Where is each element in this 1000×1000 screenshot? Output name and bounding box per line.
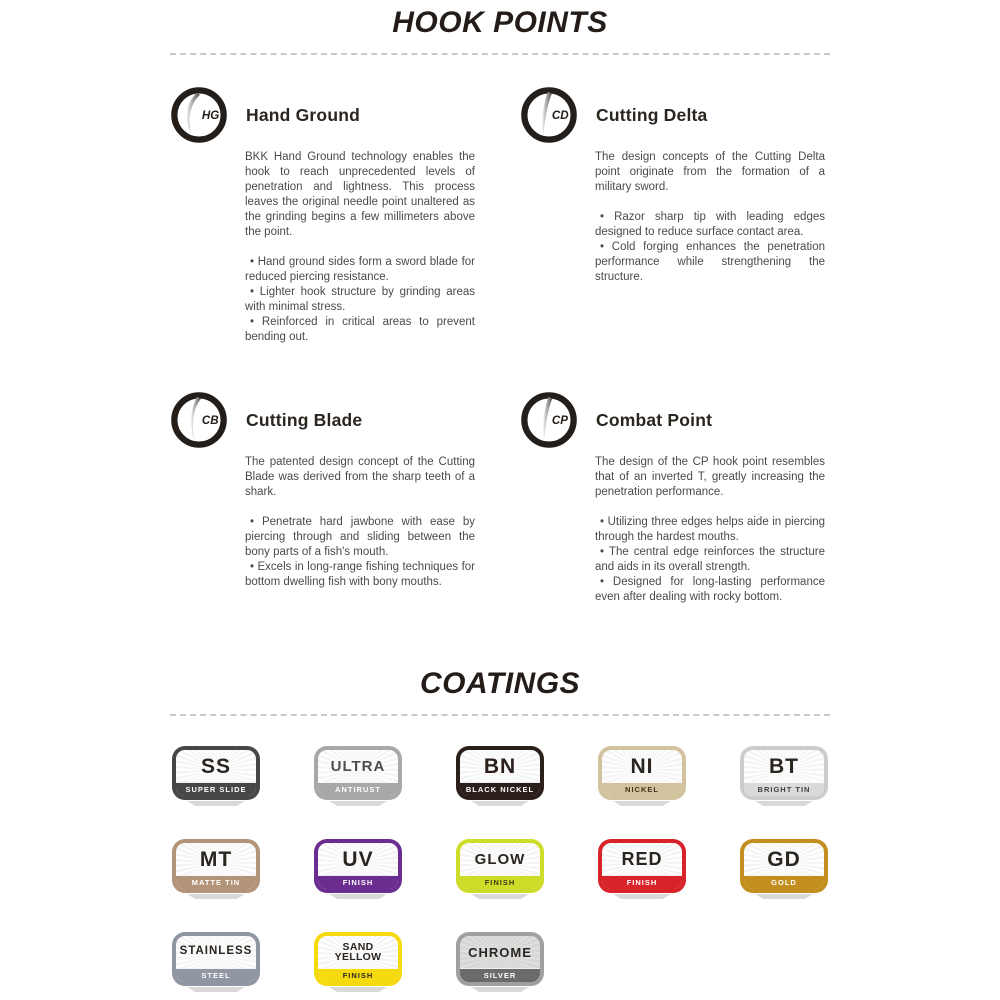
- coatings-heading: COATINGS: [419, 667, 581, 700]
- coating-badge-frame: [740, 839, 828, 893]
- coating-badge: [145, 746, 287, 806]
- hook-point-bullet: • Hand ground sides form a sword blade for reduced piercing resistance.: [245, 255, 475, 285]
- hook-point-header: [170, 86, 475, 144]
- badge-base-shadow: [329, 801, 387, 806]
- badge-base-shadow: [613, 801, 671, 806]
- starburst-background: [744, 750, 824, 782]
- badge-base-shadow: [329, 987, 387, 992]
- coating-code: UV: [342, 847, 374, 871]
- coating-badge-face: [318, 843, 398, 889]
- coating-badge: [713, 839, 855, 899]
- coating-badge-face: [602, 843, 682, 889]
- coating-label: MATTE TIN: [176, 875, 256, 889]
- hook-point-title: Hand Ground: [246, 104, 360, 125]
- coating-badge-frame: [172, 839, 260, 893]
- coating-badge-face: [318, 936, 398, 982]
- coating-badge-frame: [172, 932, 260, 986]
- coating-code: ULTRA: [330, 757, 386, 775]
- hook-point-bullet: • Excels in long-range fishing techniques for bottom dwelling fish with bony mouths.: [245, 560, 475, 590]
- hook-point-initials: CB: [201, 413, 219, 427]
- hook-point-bullet: • The central edge reinforces the structure and aids in its overall strength.: [595, 545, 825, 575]
- coating-badge: [287, 932, 429, 992]
- starburst-background: [176, 936, 256, 968]
- badge-base-shadow: [755, 801, 813, 806]
- badge-base-shadow: [471, 801, 529, 806]
- coating-badge-frame: [172, 746, 260, 800]
- coating-badge-face: [602, 750, 682, 796]
- starburst-background: [602, 843, 682, 875]
- badge-base-shadow: [471, 987, 529, 992]
- hook-point-title: Cutting Blade: [246, 409, 363, 430]
- hook-point-title: Combat Point: [596, 409, 713, 430]
- coating-code: GLOW: [474, 850, 526, 868]
- hook-point-body: [245, 455, 475, 590]
- hook-point-icon: [520, 86, 578, 144]
- starburst-background: [602, 750, 682, 782]
- badge-base-shadow: [187, 894, 245, 899]
- hook-point-bullet: • Lighter hook structure by grinding areas with minimal stress.: [245, 285, 475, 315]
- hook-point-title: Cutting Delta: [596, 104, 708, 125]
- coating-badge-frame: [456, 839, 544, 893]
- coating-badge-frame: [314, 932, 402, 986]
- hook-points-heading: HOOK POINTS: [392, 6, 608, 39]
- coating-label: SILVER: [460, 968, 540, 982]
- coating-badge-face: [744, 750, 824, 796]
- coating-code: SS: [200, 754, 231, 778]
- hook-point-bullet-list: [595, 210, 825, 285]
- coating-code: GD: [767, 847, 801, 871]
- hook-point-bullet: • Penetrate hard jawbone with ease by piercing through and sliding between the bony parts of a fish's mouth.: [245, 515, 475, 560]
- hook-point-header: [170, 391, 475, 449]
- hook-point-body: [595, 150, 825, 285]
- hook-point-icon: [170, 86, 228, 144]
- hook-point-header: [520, 391, 825, 449]
- hook-point-bullet: • Cold forging enhances the penetration performance while strengthening the structure.: [595, 240, 825, 285]
- coating-label: STEEL: [176, 968, 256, 982]
- hook-point-section: [170, 391, 475, 605]
- badge-base-shadow: [613, 894, 671, 899]
- coating-badge-face: [744, 843, 824, 889]
- starburst-background: [318, 750, 398, 782]
- coating-badge: [571, 839, 713, 899]
- coating-badge-face: [176, 936, 256, 982]
- hook-point-bullet: • Designed for long-lasting performance even after dealing with rocky bottom.: [595, 575, 825, 605]
- coating-badge-face: [460, 843, 540, 889]
- hook-point-bullet-list: [245, 515, 475, 590]
- coating-badge-frame: [598, 839, 686, 893]
- coating-badge-face: [318, 750, 398, 796]
- starburst-background: [176, 843, 256, 875]
- hook-points-grid: [170, 86, 830, 605]
- hook-point-intro: The design concepts of the Cutting Delta point originate from the formation of a military sword.: [595, 151, 825, 193]
- coating-badge-frame: [740, 746, 828, 800]
- hook-point-intro: BKK Hand Ground technology enables the hook to reach unprecedented levels of penetration and lightness. This process leaves the original needle point unaltered as the grinding begins a few millimeters above the point.: [245, 151, 475, 238]
- coating-label: GOLD: [744, 875, 824, 889]
- badge-base-shadow: [471, 894, 529, 899]
- starburst-background: [460, 843, 540, 875]
- coating-code: BT: [769, 754, 799, 778]
- coating-label: NICKEL: [602, 782, 682, 796]
- coating-label: BLACK NICKEL: [460, 782, 540, 796]
- coating-label: BRIGHT TIN: [744, 782, 824, 796]
- coating-badge: [145, 839, 287, 899]
- hook-point-intro: The design of the CP hook point resembles that of an inverted T, greatly increasing the penetration performance.: [595, 456, 825, 498]
- coating-label: FINISH: [460, 875, 540, 889]
- coating-code: STAINLESS: [179, 945, 253, 958]
- starburst-background: [318, 936, 398, 968]
- hook-point-bullet: • Reinforced in critical areas to prevent bending out.: [245, 315, 475, 345]
- coating-badge-frame: [456, 932, 544, 986]
- hook-point-bullet-list: [595, 515, 825, 605]
- hook-point-initials: CP: [551, 413, 569, 427]
- coating-label: FINISH: [318, 875, 398, 889]
- badge-base-shadow: [187, 801, 245, 806]
- hook-point-bullet: • Utilizing three edges helps aide in piercing through the hardest mouths.: [595, 515, 825, 545]
- hook-point-initials: CD: [551, 108, 569, 122]
- hook-point-bullet: • Razor sharp tip with leading edges designed to reduce surface contact area.: [595, 210, 825, 240]
- page-content: [170, 6, 830, 992]
- hook-point-body: [245, 150, 475, 345]
- coating-badge: [145, 932, 287, 992]
- coating-badge-face: [460, 936, 540, 982]
- coating-badge-frame: [314, 839, 402, 893]
- coating-code: RED: [621, 849, 663, 869]
- hook-point-body: [595, 455, 825, 605]
- coating-badge-face: [460, 750, 540, 796]
- coating-badge: [429, 746, 571, 806]
- coating-badge-face: [176, 843, 256, 889]
- coating-badge: [571, 746, 713, 806]
- coating-label: FINISH: [318, 968, 398, 982]
- hook-point-intro: The patented design concept of the Cutting Blade was derived from the sharp teeth of a shark.: [245, 456, 475, 498]
- coating-badge: [429, 932, 571, 992]
- divider-dashed-coatings: [170, 714, 830, 716]
- hook-point-icon: [520, 391, 578, 449]
- hook-point-header: [520, 86, 825, 144]
- coating-label: SUPER SLIDE: [176, 782, 256, 796]
- coating-badge: [713, 746, 855, 806]
- starburst-background: [744, 843, 824, 875]
- coating-badge: [287, 746, 429, 806]
- hook-point-section: [170, 86, 475, 345]
- hook-point-icon: [170, 391, 228, 449]
- coatings-grid: [170, 746, 830, 992]
- coating-badge: [287, 839, 429, 899]
- coating-code: BN: [483, 754, 517, 778]
- starburst-background: [176, 750, 256, 782]
- coating-badge-frame: [598, 746, 686, 800]
- starburst-background: [318, 843, 398, 875]
- hook-point-section: [520, 86, 825, 345]
- divider-dashed-top: [170, 53, 830, 55]
- starburst-background: [460, 936, 540, 968]
- coating-code: SAND YELLOW: [334, 941, 382, 963]
- coating-code: MT: [199, 847, 233, 871]
- hook-point-initials: HG: [201, 108, 220, 122]
- badge-base-shadow: [329, 894, 387, 899]
- badge-base-shadow: [755, 894, 813, 899]
- hook-point-bullet-list: [245, 255, 475, 345]
- badge-base-shadow: [187, 987, 245, 992]
- coating-badge-frame: [314, 746, 402, 800]
- coating-label: ANTIRUST: [318, 782, 398, 796]
- coating-code: NI: [630, 754, 654, 778]
- coating-badge-frame: [456, 746, 544, 800]
- starburst-background: [460, 750, 540, 782]
- coating-badge: [429, 839, 571, 899]
- coating-code: CHROME: [468, 944, 532, 960]
- hook-point-section: [520, 391, 825, 605]
- coating-badge-face: [176, 750, 256, 796]
- coating-label: FINISH: [602, 875, 682, 889]
